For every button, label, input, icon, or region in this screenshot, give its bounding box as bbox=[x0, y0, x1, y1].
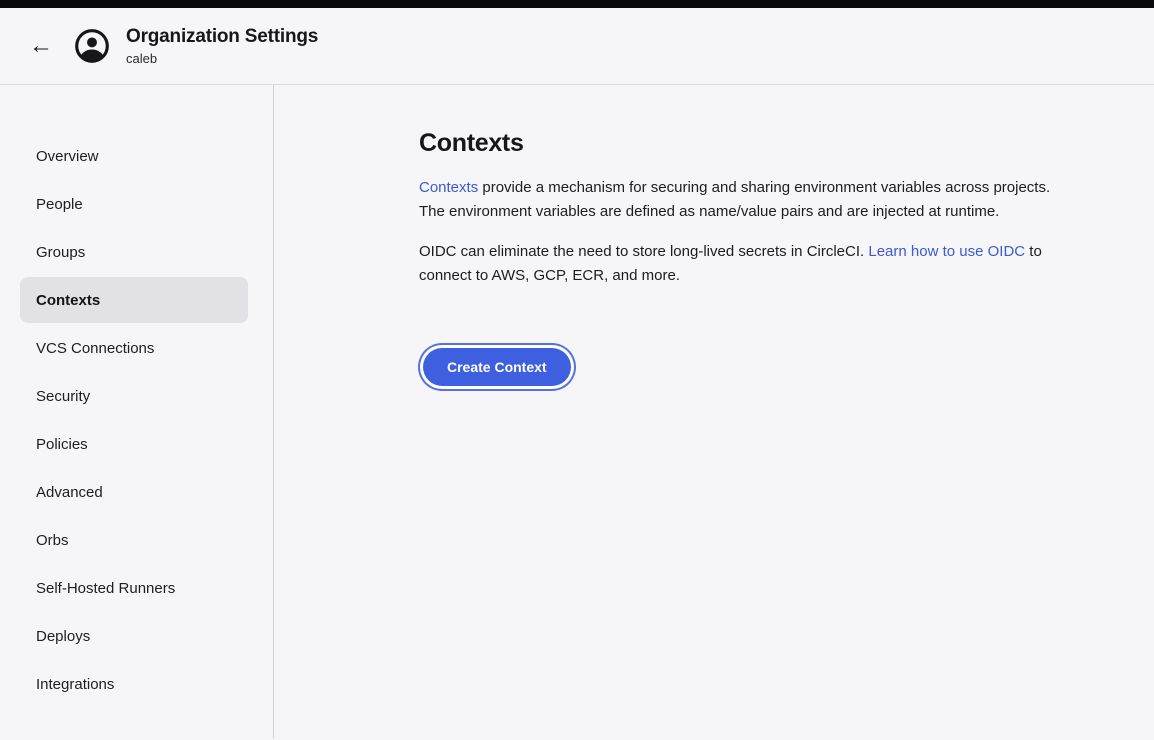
sidebar-item-contexts[interactable]: Contexts bbox=[20, 277, 248, 323]
oidc-learn-link[interactable]: Learn how to use OIDC bbox=[868, 243, 1026, 260]
sidebar-item-orbs[interactable]: Orbs bbox=[36, 531, 69, 549]
sidebar-item-integrations[interactable]: Integrations bbox=[36, 675, 115, 693]
oidc-description bbox=[419, 240, 1064, 288]
top-accent-bar bbox=[0, 0, 1154, 8]
sidebar-item-overview[interactable]: Overview bbox=[36, 147, 99, 165]
page-body bbox=[0, 85, 1154, 739]
contexts-description-text: provide a mechanism for securing and sharing environment variables across projects. The environment variables are defined as name/value pairs and are injected at runtime. bbox=[419, 179, 1051, 220]
sidebar-item-security[interactable]: Security bbox=[36, 387, 91, 405]
contexts-panel bbox=[274, 85, 1154, 739]
page-header bbox=[0, 8, 1154, 85]
header-titles bbox=[126, 26, 318, 66]
settings-sidebar bbox=[0, 85, 274, 739]
oidc-description-text: OIDC can eliminate the need to store long-lived secrets in CircleCI. bbox=[419, 243, 869, 260]
sidebar-item-policies[interactable]: Policies bbox=[36, 435, 88, 453]
header-title: Organization Settings bbox=[126, 26, 319, 47]
sidebar-item-people[interactable]: People bbox=[36, 195, 83, 213]
sidebar-item-groups[interactable]: Groups bbox=[36, 243, 86, 261]
sidebar-item-advanced[interactable]: Advanced bbox=[36, 483, 103, 501]
oidc-description-tail: to connect to AWS, GCP, ECR, and more. bbox=[419, 243, 1042, 284]
contexts-link[interactable]: Contexts bbox=[419, 179, 479, 196]
contexts-description bbox=[419, 176, 1064, 224]
header-org-name: caleb bbox=[126, 51, 158, 66]
back-button[interactable]: ← bbox=[24, 29, 58, 63]
sidebar-item-self-hosted-runners[interactable]: Self-Hosted Runners bbox=[36, 579, 176, 597]
page-title: Contexts bbox=[419, 129, 524, 157]
create-context-button[interactable]: Create Context bbox=[423, 348, 571, 386]
organization-avatar-icon bbox=[74, 28, 110, 64]
sidebar-item-deploys[interactable]: Deploys bbox=[36, 627, 91, 645]
sidebar-item-vcs-connections[interactable]: VCS Connections bbox=[36, 339, 155, 357]
